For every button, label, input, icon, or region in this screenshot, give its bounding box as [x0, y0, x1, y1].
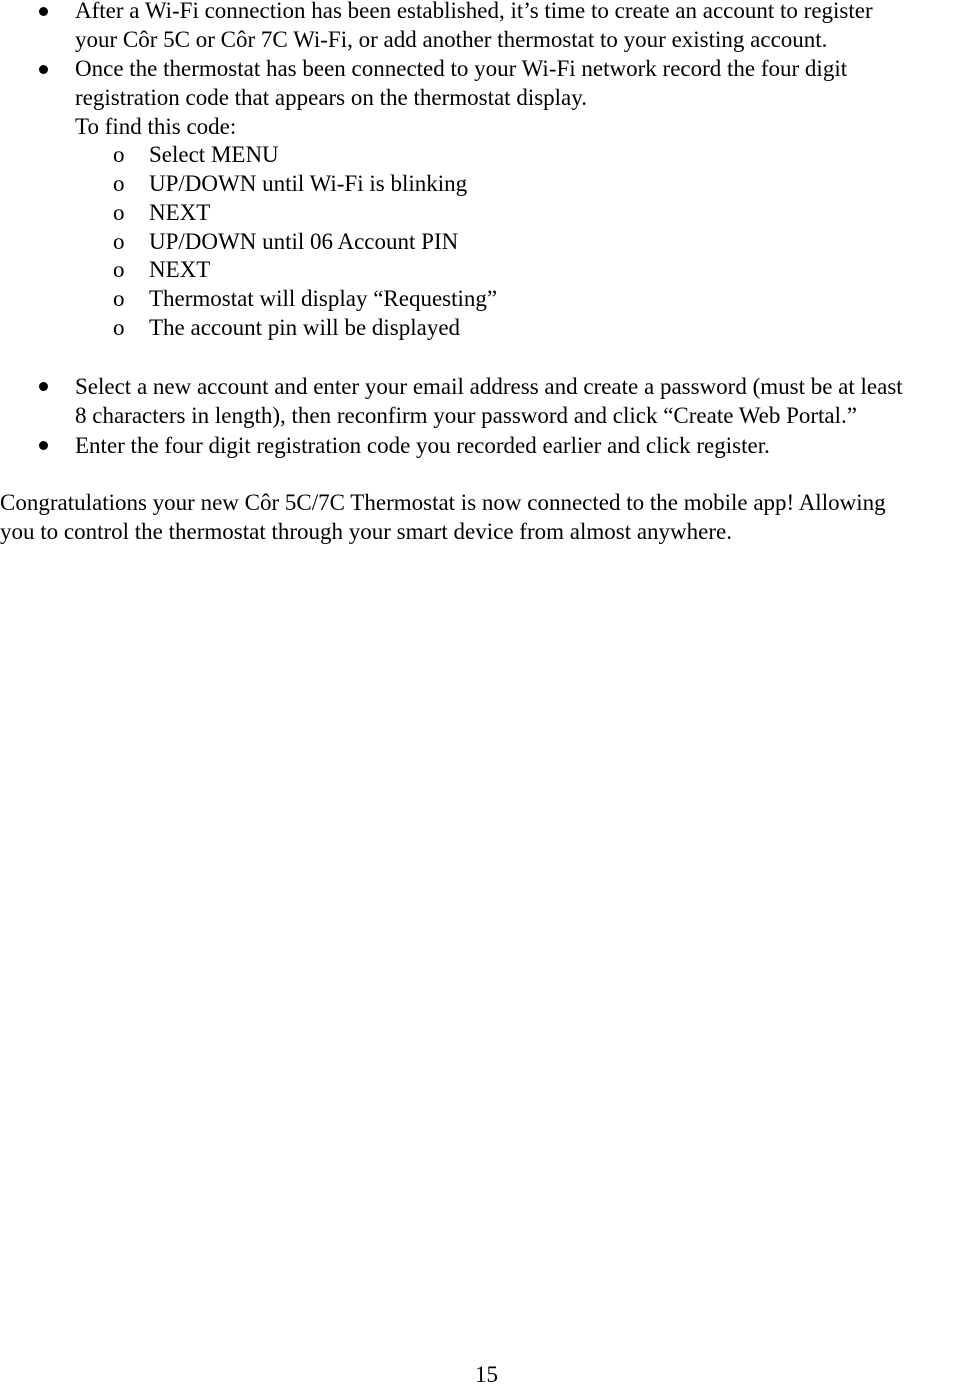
bullet-1-line-1: After a Wi-Fi connection has been established, it’s time to create an account to register	[75, 0, 873, 23]
sub-step-marker: o	[113, 229, 125, 254]
sub-step-6: Thermostat will display “Requesting”	[149, 286, 498, 311]
sub-step-5: NEXT	[149, 257, 211, 282]
closing-line-1: Congratulations your new Côr 5C/7C Thermostat is now connected to the mobile app! Allowing	[0, 490, 886, 515]
sub-step-marker: o	[113, 286, 125, 311]
bullet-dot	[39, 441, 48, 450]
bullet-2-line-3: To find this code:	[75, 114, 237, 139]
closing-line-2: you to control the thermostat through your smart device from almost anywhere.	[0, 519, 732, 544]
bullet-1-line-2: your Côr 5C or Côr 7C Wi-Fi, or add another thermostat to your existing account.	[75, 27, 828, 52]
bullet-dot	[39, 7, 48, 16]
sub-step-marker: o	[113, 171, 125, 196]
bullet-dot	[39, 382, 48, 391]
sub-step-4: UP/DOWN until 06 Account PIN	[149, 229, 459, 254]
sub-step-3: NEXT	[149, 200, 211, 225]
page-number: 15	[475, 1362, 498, 1387]
sub-step-1: Select MENU	[149, 142, 279, 167]
sub-step-marker: o	[113, 315, 125, 340]
bullet-2-line-2: registration code that appears on the thermostat display.	[75, 85, 588, 110]
sub-step-marker: o	[113, 142, 125, 167]
sub-step-2: UP/DOWN until Wi-Fi is blinking	[149, 171, 468, 196]
sub-step-7: The account pin will be displayed	[149, 315, 461, 340]
bullet-2-line-1: Once the thermostat has been connected to your Wi-Fi network record the four digit	[75, 56, 848, 81]
bullet-3-line-2: 8 characters in length), then reconfirm your password and click “Create Web Portal.”	[75, 403, 857, 428]
bullet-3-line-1: Select a new account and enter your email address and create a password (must be at least	[75, 374, 903, 399]
sub-step-marker: o	[113, 200, 125, 225]
bullet-dot	[39, 65, 48, 74]
sub-step-marker: o	[113, 257, 125, 282]
bullet-4-line-1: Enter the four digit registration code you recorded earlier and click register.	[75, 433, 770, 458]
